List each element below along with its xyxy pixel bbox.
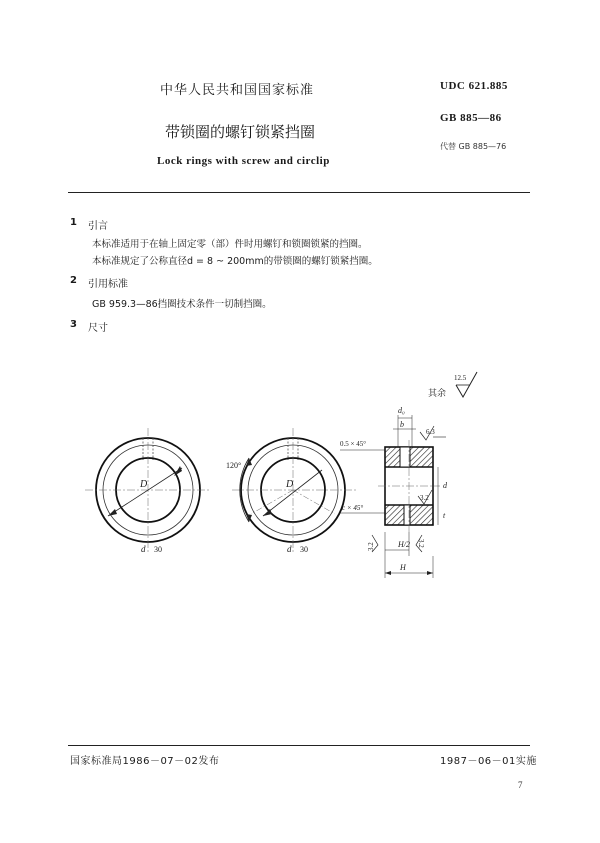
ring-view-2 [226,428,356,552]
section-half-h-label: H/2 [398,540,410,549]
document-title: 带锁圈的螺钉锁紧挡圈 [165,123,316,141]
section-3-number: 3 [70,319,77,330]
section-2-title: 引用标准 [88,279,128,290]
ring1-diameter-label: D [140,479,148,490]
ring1-dimension-value: 30 [154,545,162,554]
section-d-label: d [443,481,447,490]
section-1-title: 引言 [88,221,108,232]
section-view [378,440,440,532]
issue-date: 国家标准局1986－07－02发布 [70,756,220,767]
ring1-dimension-label: d [141,544,146,554]
ring2-angle-label: 120° [226,461,242,470]
ring-view-1 [85,428,211,552]
section-roughness-top: 6.3 [426,428,435,436]
section-roughness-left: 3.2 [367,542,375,551]
section-2-number: 2 [70,275,77,286]
page-number: 7 [518,780,523,790]
section-1-paragraph-1: 本标准适用于在轴上固定零（部）件时用螺钉和锁圈锁紧的挡圈。 [92,239,368,250]
section-d0-label: d₀ [398,406,405,415]
footer-rule [68,745,530,746]
standard-title: 中华人民共和国国家标准 [160,83,315,98]
section-roughness-right: 3.2 [417,539,425,548]
section-2-paragraph-1: GB 959.3—86挡圈技术条件一切制挡圈。 [92,299,272,310]
roughness-rest-value: 12.5 [454,374,467,382]
ring2-diameter-label: D [286,479,294,490]
surface-note-label: 其余 [428,389,447,399]
section-t-label: t [443,511,446,520]
replaces-note: 代替 GB 885—76 [440,142,507,151]
section-b-label: b [400,420,404,429]
section-1-paragraph-2: 本标准规定了公称直径d = 8 ~ 200mm的带锁圈的螺钉锁紧挡圈。 [92,256,378,267]
english-title: Lock rings with screw and circlip [157,155,330,167]
section-3-title: 尺寸 [88,323,108,334]
section-roughness-mid: 3.2 [420,494,429,502]
effective-date: 1987－06－01实施 [440,756,537,767]
ring2-dimension-label: d [287,544,292,554]
section-h-label: H [400,563,406,572]
udc-number: UDC 621.885 [440,80,508,92]
gb-number: GB 885—86 [440,112,502,124]
section-chamfer-1: 0.5 × 45° [340,440,366,448]
ring2-dimension-value: 30 [300,545,308,554]
surface-roughness-note [428,372,477,399]
section-chamfer-2: c × 45° [342,504,364,512]
section-1-number: 1 [70,217,77,228]
